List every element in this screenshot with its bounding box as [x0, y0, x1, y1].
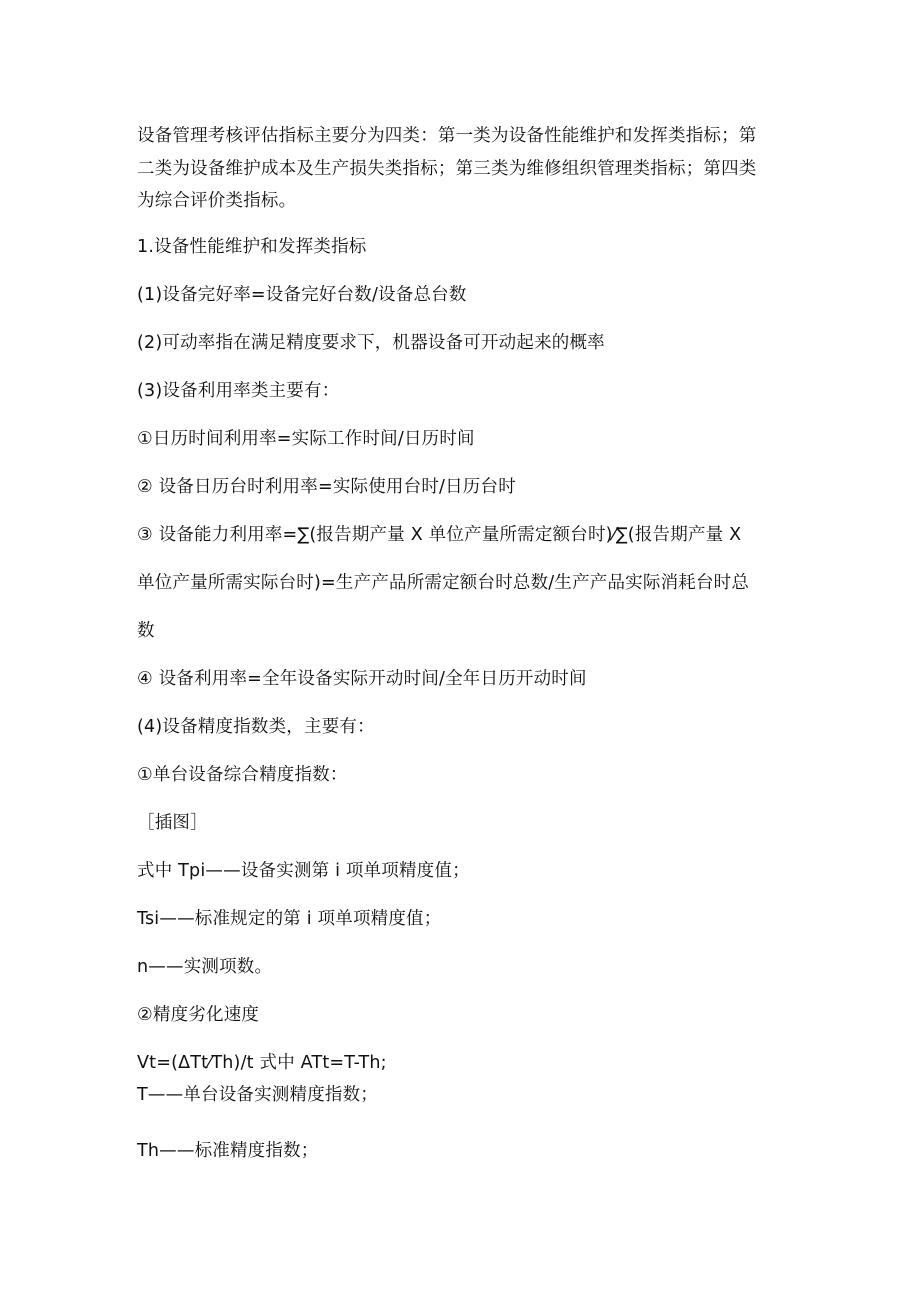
item-degradation-speed: ②精度劣化速度 [137, 1005, 260, 1025]
definition-tpi: 式中 Tpi——设备实测第 i 项单项精度值； [137, 861, 470, 881]
item-utilization-heading: (3)设备利用率类主要有： [137, 381, 340, 401]
item-capacity-utilization-line-2: 单位产量所需实际台时)=生产产品所需定额台时总数/生产产品实际消耗台时总 [137, 573, 750, 593]
item-capacity-utilization-line-1: ③ 设备能力利用率=∑(报告期产量 X 单位产量所需定额台时)⁄∑(报告期产量 X [137, 525, 742, 545]
figure-placeholder: ［插图］ [137, 813, 208, 833]
definition-n: n——实测项数。 [137, 957, 273, 977]
intro-line-1: 设备管理考核评估指标主要分为四类：第一类为设备性能维护和发挥类指标；第 [137, 126, 757, 146]
item-calendar-time-utilization: ①日历时间利用率=实际工作时间/日历时间 [137, 429, 475, 449]
intro-line-3: 为综合评价类指标。 [137, 191, 297, 211]
definition-th: Th——标准精度指数； [137, 1141, 319, 1161]
item-single-precision-index: ①单台设备综合精度指数： [137, 765, 348, 785]
item-availability: (2)可动率指在满足精度要求下，机器设备可开动起来的概率 [137, 333, 605, 353]
formula-vt: Vt=(ΔTt⁄Th)/t 式中 ATt=T-Th; [137, 1053, 387, 1073]
item-calendar-machine-hour-utilization: ② 设备日历台时利用率=实际使用台时/日历台时 [137, 477, 516, 497]
definition-tsi: Tsi——标准规定的第 i 项单项精度值； [137, 909, 442, 929]
item-precision-index-heading: (4)设备精度指数类，主要有： [137, 717, 375, 737]
item-completeness-rate: (1)设备完好率=设备完好台数/设备总台数 [137, 285, 467, 305]
section-heading: 1.设备性能维护和发挥类指标 [137, 237, 367, 257]
item-equipment-utilization: ④ 设备利用率=全年设备实际开动时间/全年日历开动时间 [137, 669, 587, 689]
item-capacity-utilization-line-3: 数 [137, 621, 155, 641]
intro-line-2: 二类为设备维护成本及生产损失类指标；第三类为维修组织管理类指标；第四类 [137, 159, 757, 179]
definition-t: T——单台设备实测精度指数； [137, 1085, 378, 1105]
